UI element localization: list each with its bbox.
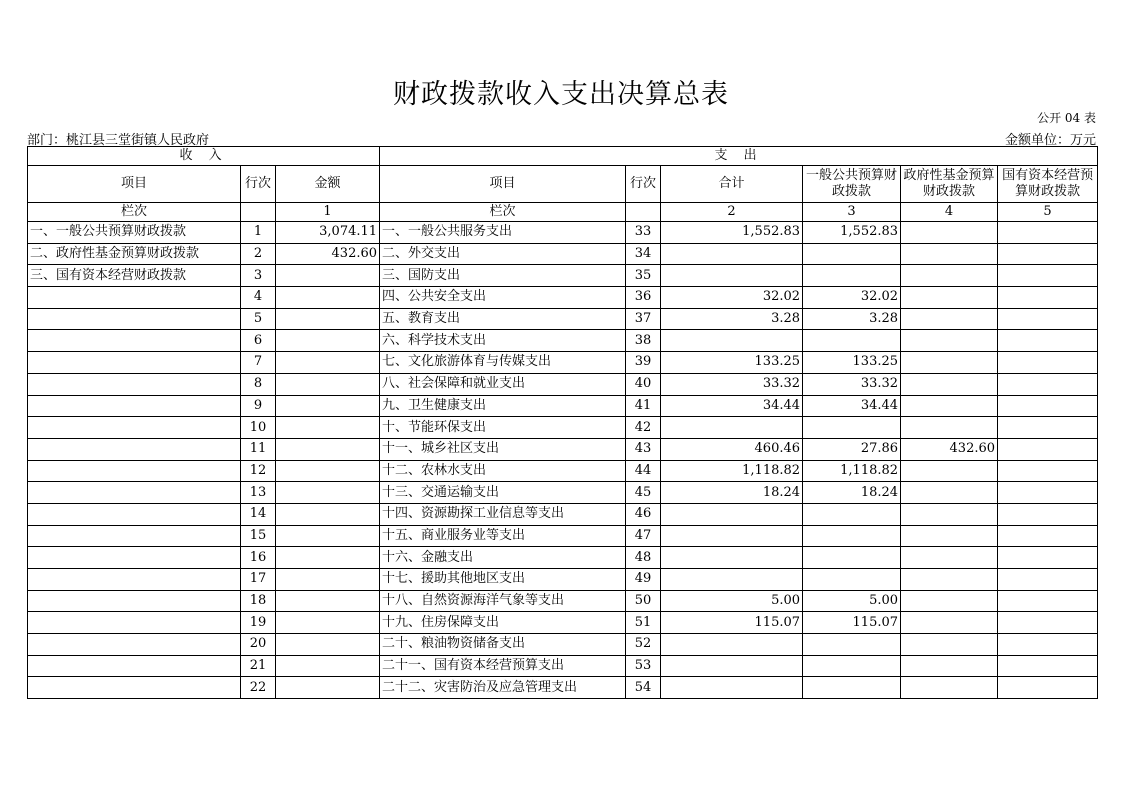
income-row-no-cell: 21 <box>241 655 276 677</box>
table-row <box>28 417 1098 439</box>
general-budget-cell: 1,552.83 <box>803 222 901 244</box>
soe-capital-cell <box>998 438 1098 460</box>
expense-row-no-cell: 36 <box>626 287 661 309</box>
income-item-cell <box>28 330 241 352</box>
gov-fund-cell <box>901 265 998 287</box>
budget-summary-table <box>27 146 1098 699</box>
income-item-cell <box>28 612 241 634</box>
total-amount-cell <box>661 634 803 656</box>
total-amount-cell <box>661 243 803 265</box>
income-amount-cell <box>276 590 380 612</box>
expense-item-cell: 十八、自然资源海洋气象等支出 <box>380 590 626 612</box>
expense-row-no-cell: 46 <box>626 503 661 525</box>
income-row-no-cell: 20 <box>241 634 276 656</box>
expense-item-cell: 六、科学技术支出 <box>380 330 626 352</box>
expense-item-cell: 十三、交通运输支出 <box>380 482 626 504</box>
soe-capital-cell <box>998 503 1098 525</box>
income-row-no-cell: 4 <box>241 287 276 309</box>
expense-item-cell: 九、卫生健康支出 <box>380 395 626 417</box>
income-row-no-cell: 12 <box>241 460 276 482</box>
gov-fund-cell <box>901 222 998 244</box>
soe-capital-header: 国有资本经营预算财政拨款 <box>998 166 1098 203</box>
income-item-cell: 二、政府性基金预算财政拨款 <box>28 243 241 265</box>
expense-item-cell: 四、公共安全支出 <box>380 287 626 309</box>
total-amount-cell: 1,118.82 <box>661 460 803 482</box>
income-amount-cell <box>276 308 380 330</box>
income-item-cell <box>28 395 241 417</box>
expense-item-cell: 五、教育支出 <box>380 308 626 330</box>
general-budget-cell: 1,118.82 <box>803 460 901 482</box>
income-item-cell: 一、一般公共预算财政拨款 <box>28 222 241 244</box>
income-row-no-header: 行次 <box>241 166 276 203</box>
general-budget-cell <box>803 330 901 352</box>
soe-capital-cell <box>998 352 1098 374</box>
page-title: 财政拨款收入支出决算总表 <box>393 79 729 110</box>
income-item-header: 项目 <box>28 166 241 203</box>
expense-row-no-cell: 50 <box>626 590 661 612</box>
income-row-no-cell: 18 <box>241 590 276 612</box>
empty-cell <box>626 203 661 222</box>
total-amount-cell: 34.44 <box>661 395 803 417</box>
general-budget-cell <box>803 265 901 287</box>
expense-row-no-cell: 40 <box>626 373 661 395</box>
general-budget-cell: 115.07 <box>803 612 901 634</box>
expense-row-no-cell: 47 <box>626 525 661 547</box>
expense-item-header: 项目 <box>380 166 626 203</box>
gov-fund-cell <box>901 525 998 547</box>
income-item-cell <box>28 655 241 677</box>
soe-capital-cell <box>998 222 1098 244</box>
income-item-cell <box>28 569 241 591</box>
expense-row-no-cell: 35 <box>626 265 661 287</box>
expense-item-cell: 十四、资源勘探工业信息等支出 <box>380 503 626 525</box>
income-amount-cell <box>276 503 380 525</box>
income-item-cell: 三、国有资本经营财政拨款 <box>28 265 241 287</box>
total-amount-cell <box>661 547 803 569</box>
expense-row-no-cell: 39 <box>626 352 661 374</box>
table-row <box>28 612 1098 634</box>
expense-item-cell: 十二、农林水支出 <box>380 460 626 482</box>
general-budget-cell <box>803 243 901 265</box>
soe-capital-cell <box>998 287 1098 309</box>
gov-fund-cell <box>901 373 998 395</box>
column-index: 5 <box>998 203 1098 222</box>
table-row <box>28 265 1098 287</box>
table-row <box>28 547 1098 569</box>
table-row <box>28 503 1098 525</box>
expense-row-no-cell: 44 <box>626 460 661 482</box>
table-row <box>28 243 1098 265</box>
expense-row-no-cell: 37 <box>626 308 661 330</box>
soe-capital-cell <box>998 417 1098 439</box>
expense-row-no-cell: 52 <box>626 634 661 656</box>
expense-item-cell: 七、文化旅游体育与传媒支出 <box>380 352 626 374</box>
income-item-cell <box>28 590 241 612</box>
table-row <box>28 677 1098 699</box>
soe-capital-cell <box>998 395 1098 417</box>
income-item-cell <box>28 525 241 547</box>
expense-row-no-cell: 42 <box>626 417 661 439</box>
income-row-no-cell: 7 <box>241 352 276 374</box>
gov-fund-cell <box>901 460 998 482</box>
income-amount-cell <box>276 677 380 699</box>
gov-fund-cell <box>901 634 998 656</box>
total-amount-cell <box>661 503 803 525</box>
income-amount-cell <box>276 373 380 395</box>
total-amount-cell: 460.46 <box>661 438 803 460</box>
general-budget-cell <box>803 503 901 525</box>
table-row <box>28 438 1098 460</box>
total-amount-cell: 18.24 <box>661 482 803 504</box>
expense-item-cell: 八、社会保障和就业支出 <box>380 373 626 395</box>
income-row-no-cell: 19 <box>241 612 276 634</box>
income-amount-cell <box>276 287 380 309</box>
total-amount-cell: 115.07 <box>661 612 803 634</box>
table-row <box>28 395 1098 417</box>
expense-item-cell: 十一、城乡社区支出 <box>380 438 626 460</box>
income-row-no-cell: 13 <box>241 482 276 504</box>
expense-row-no-header: 行次 <box>626 166 661 203</box>
income-item-cell <box>28 438 241 460</box>
table-row <box>28 222 1098 244</box>
gov-fund-cell <box>901 547 998 569</box>
table-row <box>28 308 1098 330</box>
expense-item-cell: 二十一、国有资本经营预算支出 <box>380 655 626 677</box>
general-budget-cell <box>803 525 901 547</box>
table-row <box>28 655 1098 677</box>
income-row-no-cell: 8 <box>241 373 276 395</box>
empty-cell <box>241 203 276 222</box>
gov-fund-cell <box>901 352 998 374</box>
amount-unit-label: 金额单位：万元 <box>1004 133 1096 148</box>
total-amount-cell <box>661 655 803 677</box>
table-row <box>28 482 1098 504</box>
income-item-cell <box>28 287 241 309</box>
column-index: 1 <box>276 203 380 222</box>
general-budget-cell: 32.02 <box>803 287 901 309</box>
gov-fund-cell <box>901 243 998 265</box>
income-amount-header: 金额 <box>276 166 380 203</box>
gov-fund-cell <box>901 677 998 699</box>
form-number: 公开 04 表 <box>1037 111 1096 125</box>
expense-row-no-cell: 54 <box>626 677 661 699</box>
income-row-no-cell: 5 <box>241 308 276 330</box>
column-index: 4 <box>901 203 998 222</box>
expense-item-cell: 十七、援助其他地区支出 <box>380 569 626 591</box>
gov-fund-cell: 432.60 <box>901 438 998 460</box>
general-budget-cell <box>803 634 901 656</box>
table-row <box>28 590 1098 612</box>
total-amount-cell <box>661 265 803 287</box>
column-index: 3 <box>803 203 901 222</box>
expense-item-cell: 十六、金融支出 <box>380 547 626 569</box>
expense-row-no-cell: 38 <box>626 330 661 352</box>
soe-capital-cell <box>998 569 1098 591</box>
soe-capital-cell <box>998 547 1098 569</box>
expense-item-cell: 二十、粮油物资储备支出 <box>380 634 626 656</box>
income-row-no-cell: 3 <box>241 265 276 287</box>
soe-capital-cell <box>998 308 1098 330</box>
expense-item-cell: 三、国防支出 <box>380 265 626 287</box>
income-amount-cell <box>276 547 380 569</box>
income-item-cell <box>28 417 241 439</box>
soe-capital-cell <box>998 612 1098 634</box>
gov-fund-cell <box>901 308 998 330</box>
table-row <box>28 460 1098 482</box>
income-row-no-cell: 6 <box>241 330 276 352</box>
income-amount-cell <box>276 395 380 417</box>
income-row-no-cell: 15 <box>241 525 276 547</box>
general-budget-cell: 34.44 <box>803 395 901 417</box>
income-amount-cell <box>276 612 380 634</box>
general-budget-cell: 3.28 <box>803 308 901 330</box>
soe-capital-cell <box>998 243 1098 265</box>
column-index: 2 <box>661 203 803 222</box>
table-row <box>28 352 1098 374</box>
general-budget-cell <box>803 417 901 439</box>
income-row-no-cell: 14 <box>241 503 276 525</box>
table-row <box>28 634 1098 656</box>
income-item-cell <box>28 503 241 525</box>
total-header: 合计 <box>661 166 803 203</box>
total-amount-cell <box>661 330 803 352</box>
general-budget-cell: 27.86 <box>803 438 901 460</box>
income-row-no-cell: 11 <box>241 438 276 460</box>
general-budget-header: 一般公共预算财政拨款 <box>803 166 901 203</box>
total-amount-cell <box>661 677 803 699</box>
general-budget-cell: 5.00 <box>803 590 901 612</box>
income-item-cell <box>28 677 241 699</box>
income-row-no-cell: 9 <box>241 395 276 417</box>
income-item-cell <box>28 352 241 374</box>
income-amount-cell <box>276 525 380 547</box>
gov-fund-cell <box>901 503 998 525</box>
income-amount-cell <box>276 655 380 677</box>
soe-capital-cell <box>998 590 1098 612</box>
expense-row-no-cell: 48 <box>626 547 661 569</box>
expense-row-no-cell: 33 <box>626 222 661 244</box>
income-row-no-cell: 1 <box>241 222 276 244</box>
expense-row-no-cell: 41 <box>626 395 661 417</box>
income-row-no-cell: 16 <box>241 547 276 569</box>
income-row-no-cell: 17 <box>241 569 276 591</box>
soe-capital-cell <box>998 677 1098 699</box>
soe-capital-cell <box>998 634 1098 656</box>
expense-item-cell: 一、一般公共服务支出 <box>380 222 626 244</box>
expense-row-no-cell: 34 <box>626 243 661 265</box>
total-amount-cell: 5.00 <box>661 590 803 612</box>
income-amount-cell <box>276 634 380 656</box>
soe-capital-cell <box>998 655 1098 677</box>
income-amount-cell <box>276 482 380 504</box>
income-amount-cell <box>276 569 380 591</box>
expense-row-no-cell: 45 <box>626 482 661 504</box>
total-amount-cell: 133.25 <box>661 352 803 374</box>
gov-fund-cell <box>901 395 998 417</box>
gov-fund-cell <box>901 482 998 504</box>
total-amount-cell: 3.28 <box>661 308 803 330</box>
income-item-cell <box>28 373 241 395</box>
soe-capital-cell <box>998 525 1098 547</box>
total-amount-cell <box>661 417 803 439</box>
gov-fund-cell <box>901 330 998 352</box>
soe-capital-cell <box>998 330 1098 352</box>
income-amount-cell <box>276 265 380 287</box>
table-row <box>28 287 1098 309</box>
gov-fund-header: 政府性基金预算财政拨款 <box>901 166 998 203</box>
expense-row-no-cell: 43 <box>626 438 661 460</box>
expense-item-cell: 十五、商业服务业等支出 <box>380 525 626 547</box>
total-amount-cell <box>661 569 803 591</box>
gov-fund-cell <box>901 655 998 677</box>
expense-item-cell: 十九、住房保障支出 <box>380 612 626 634</box>
general-budget-cell: 33.32 <box>803 373 901 395</box>
general-budget-cell: 18.24 <box>803 482 901 504</box>
general-budget-cell <box>803 569 901 591</box>
department-label: 部门：桃江县三堂街镇人民政府 <box>27 133 210 148</box>
general-budget-cell <box>803 677 901 699</box>
expense-header: 支 出 <box>380 147 1098 166</box>
expense-item-cell: 二十二、灾害防治及应急管理支出 <box>380 677 626 699</box>
soe-capital-cell <box>998 482 1098 504</box>
total-amount-cell: 32.02 <box>661 287 803 309</box>
gov-fund-cell <box>901 569 998 591</box>
table-row <box>28 373 1098 395</box>
income-item-cell <box>28 634 241 656</box>
income-header: 收 入 <box>28 147 380 166</box>
income-row-no-cell: 2 <box>241 243 276 265</box>
general-budget-cell <box>803 547 901 569</box>
soe-capital-cell <box>998 265 1098 287</box>
table-row <box>28 330 1098 352</box>
income-amount-cell <box>276 330 380 352</box>
gov-fund-cell <box>901 287 998 309</box>
total-amount-cell <box>661 525 803 547</box>
income-amount-cell: 3,074.11 <box>276 222 380 244</box>
total-amount-cell: 33.32 <box>661 373 803 395</box>
income-amount-cell <box>276 460 380 482</box>
expense-row-no-cell: 53 <box>626 655 661 677</box>
income-item-cell <box>28 460 241 482</box>
expense-item-cell: 二、外交支出 <box>380 243 626 265</box>
gov-fund-cell <box>901 590 998 612</box>
income-row-no-cell: 10 <box>241 417 276 439</box>
income-amount-cell <box>276 438 380 460</box>
expense-item-cell: 十、节能环保支出 <box>380 417 626 439</box>
soe-capital-cell <box>998 460 1098 482</box>
general-budget-cell: 133.25 <box>803 352 901 374</box>
column-index-label: 栏次 <box>28 203 241 222</box>
expense-row-no-cell: 49 <box>626 569 661 591</box>
income-item-cell <box>28 482 241 504</box>
income-row-no-cell: 22 <box>241 677 276 699</box>
income-amount-cell <box>276 352 380 374</box>
soe-capital-cell <box>998 373 1098 395</box>
income-amount-cell: 432.60 <box>276 243 380 265</box>
income-item-cell <box>28 547 241 569</box>
general-budget-cell <box>803 655 901 677</box>
gov-fund-cell <box>901 612 998 634</box>
column-index-label: 栏次 <box>380 203 626 222</box>
total-amount-cell: 1,552.83 <box>661 222 803 244</box>
income-amount-cell <box>276 417 380 439</box>
expense-row-no-cell: 51 <box>626 612 661 634</box>
income-item-cell <box>28 308 241 330</box>
table-row <box>28 525 1098 547</box>
table-row <box>28 569 1098 591</box>
gov-fund-cell <box>901 417 998 439</box>
